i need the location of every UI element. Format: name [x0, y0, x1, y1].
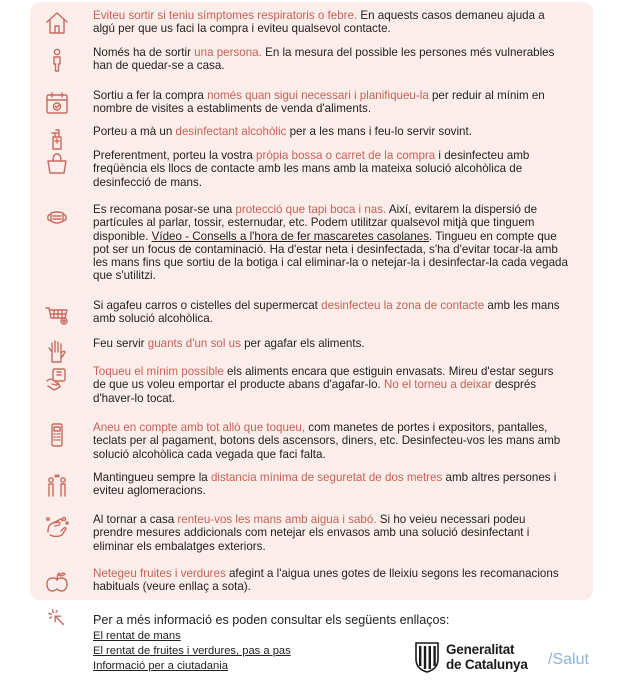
- highlight-text: protecció que tapi boca i nas.: [235, 203, 387, 216]
- social-distance-icon: [44, 472, 70, 498]
- sanitizer-bottle-icon: [44, 126, 70, 152]
- highlight-text: guants d'un sol us: [147, 337, 241, 350]
- body-text: amb altres persones i eviteu aglomeracions.: [93, 471, 557, 498]
- body-text: afegint a l'aigua unes gotes de lleixiu segons les recomanacions habituals (veure enllaç a sota).: [93, 567, 559, 594]
- body-text: Es recomana posar-se una: [93, 203, 236, 216]
- highlight-text: pròpia bossa o carret de la compra: [256, 149, 436, 162]
- body-text: En aquests casos demaneu ajuda a algú per que us faci la compra i eviteu qualsevol contacte.: [93, 9, 545, 36]
- link-citizen-info[interactable]: Informació per a ciutadania: [93, 660, 228, 672]
- hand-touch-icon: [44, 366, 70, 392]
- body-text: Mantingueu sempre la: [93, 471, 211, 484]
- highlight-text: desinfecteu la zona de contacte: [321, 299, 485, 312]
- body-text: Porteu a mà un: [93, 125, 176, 138]
- cursor-click-icon: [46, 607, 68, 629]
- glove-icon: [44, 338, 70, 364]
- body-text: Sortiu a fer la compra: [93, 89, 208, 102]
- home-icon: [44, 10, 70, 36]
- footer-intro: Per a més informació es poden consultar els següents enllaços:: [93, 613, 450, 627]
- body-text: Feu servir: [93, 337, 148, 350]
- tip-text: [93, 365, 568, 405]
- logo-line-1: Generalitat: [446, 642, 515, 657]
- card-terminal-icon: [44, 422, 70, 448]
- hand-wash-icon: [44, 514, 70, 540]
- body-text: Si agafeu carros o cistelles del supermercat: [93, 299, 322, 312]
- tip-text: [93, 513, 568, 553]
- face-mask-icon: [44, 204, 70, 230]
- body-text: amb les mans amb solució alcohòlica.: [93, 299, 560, 326]
- video-link[interactable]: Vídeo - Consells a l'hora de fer mascaretes casolanes: [151, 229, 430, 243]
- tip-text: [93, 567, 568, 594]
- logo-line-2: de Catalunya: [446, 657, 528, 672]
- shopping-bag-icon: [44, 150, 70, 176]
- highlight-text: distancia mínima de seguretat de dos metres: [210, 471, 443, 484]
- tip-text: [93, 125, 568, 138]
- calendar-icon: [44, 90, 70, 116]
- highlight-text: Aneu en compte amb tot allò que toqueu,: [93, 421, 306, 434]
- highlight-text: No el torneu a deixar: [383, 378, 492, 392]
- tip-text: [93, 203, 568, 283]
- highlight-text: desinfectant alcohòlic: [175, 125, 287, 138]
- highlight-text: Toqueu el mínim possible: [93, 365, 224, 378]
- tip-text: [93, 421, 568, 461]
- body-text: Així, evitarem la dispersió de partícules al parlar, tossir, esternudar, etc. Podem utilitzar qualsevol mitjà que tinguem disponible.: [93, 203, 538, 243]
- body-text: Si ho veieu necessari podeu prendre mesures addicionals com netejar els envasos amb una solució desinfectant i eliminar els embalatges exteriors.: [93, 513, 530, 553]
- body-text: Al tornar a casa: [93, 513, 178, 526]
- fruit-icon: [44, 568, 70, 594]
- body-text: els aliments encara que estiguin envasats. Mireu d'estar segurs de que us voleu emportar el producte abans d'agafar-lo.: [93, 365, 554, 392]
- body-text: . Tingueu en compte que pot ser un focus de contaminació. Ha d'estar neta i desinfectada, s'ha d'evitar tocar-la amb les mans fins que sortiu de la botiga i cal eliminar-la o netejar-la i desinfectar-la cada vegada que s'utilitzi.: [93, 229, 568, 283]
- body-text: Preferentment, porteu la vostra: [93, 149, 257, 162]
- tip-text: [93, 89, 568, 116]
- shopping-basket-icon: [44, 300, 70, 326]
- body-text: per reduir al mínim en nombre de visites a establiments de venda d'aliments.: [93, 89, 545, 116]
- highlight-text: Netegeu fruites i verdures: [93, 567, 226, 580]
- link-fruit-washing[interactable]: El rentat de fruites i verdures, pas a pas: [93, 645, 291, 657]
- body-text: En la mesura del possible les persones més vulnerables han de quedar-se a casa.: [93, 46, 555, 73]
- body-text: Només ha de sortir: [93, 46, 195, 59]
- body-text: després d'haver-lo tocat.: [93, 378, 537, 405]
- tip-text: [93, 9, 568, 36]
- links-list: [93, 629, 291, 674]
- generalitat-shield-icon: [414, 641, 440, 673]
- tip-text: [93, 46, 568, 73]
- body-text: per a les mans i feu-lo servir sovint.: [286, 125, 472, 138]
- tip-text: [93, 471, 568, 498]
- person-icon: [44, 47, 70, 73]
- tip-text: [93, 149, 568, 189]
- body-text: com manetes de portes i expositors, pantalles, teclats per al pagament, botons dels ascensors, diners, etc. Desinfecteu-vos les mans amb solució alcohòlica cada vegada que faci falta.: [93, 421, 561, 461]
- highlight-text: renteu-vos les mans amb aigua i sabó.: [177, 513, 377, 526]
- link-hand-washing[interactable]: El rentat de mans: [93, 630, 181, 642]
- highlight-text: només quan sigui necessari i planifiqueu-la: [207, 89, 429, 102]
- tip-text: [93, 337, 568, 350]
- highlight-text: Eviteu sortir si teniu símptomes respiratoris o febre.: [93, 9, 358, 22]
- tip-text: [93, 299, 568, 326]
- body-text: i desinfecteu amb freqüència els llocs de contacte amb les mans amb la mateixa solució alcohòlica de desinfecció de mans.: [93, 149, 530, 189]
- salut-logo: /Salut: [548, 651, 589, 668]
- generalitat-logo: [414, 641, 534, 675]
- body-text: per agafar els aliments.: [240, 337, 365, 350]
- highlight-text: una persona.: [194, 46, 262, 59]
